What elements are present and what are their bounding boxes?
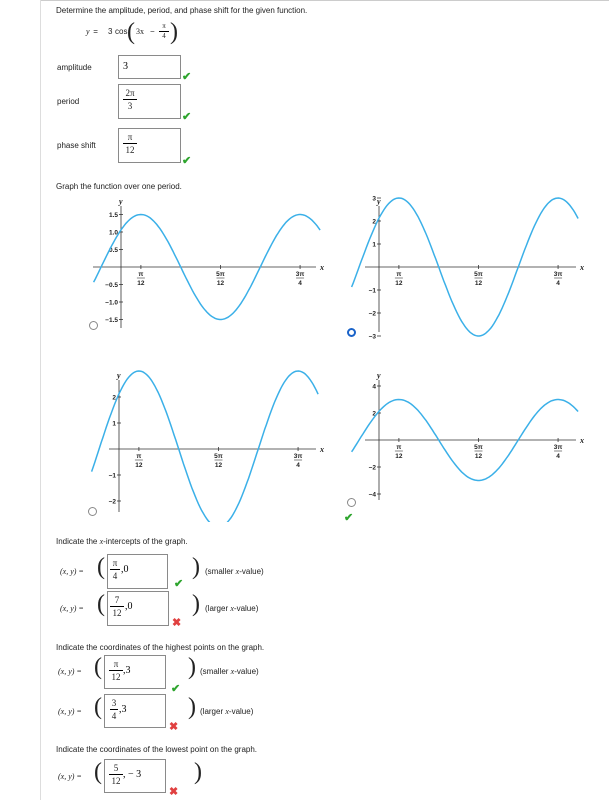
- graph-c-x-tick-den: 12: [214, 462, 223, 469]
- lp-rest: , − 3: [123, 769, 142, 780]
- graph-c-x-label: x: [320, 445, 324, 454]
- graph-b-y-tick-label: −1: [368, 287, 376, 295]
- graph-d-y-tick-label: −2: [368, 464, 376, 472]
- eq-frac-num: π: [162, 22, 166, 30]
- graph-b-x-tick-num: 3π: [553, 271, 563, 278]
- graph-d-x-tick-den: 4: [556, 453, 560, 460]
- lp-cross-icon: ✖: [169, 786, 179, 798]
- hp-1-prefix: (x, y) =: [58, 667, 84, 676]
- graph-option-c-radio[interactable]: [88, 507, 97, 516]
- graph-c-curve: [92, 371, 319, 522]
- graph-a-y-tick-label: 1.0: [108, 229, 118, 237]
- graph-a-x-tick-num: 5π: [216, 271, 225, 278]
- x-int-2-cross-icon: ✖: [172, 617, 182, 629]
- phase-shift-den: 12: [125, 145, 135, 155]
- x-int-2-rparen: ): [192, 591, 200, 617]
- x-int-1-lparen: (: [97, 554, 105, 580]
- hp-1-lparen: (: [94, 654, 102, 680]
- graph-a-y-label: y: [119, 197, 123, 206]
- period-num: 2π: [125, 88, 135, 98]
- amplitude-value: 3: [123, 61, 128, 72]
- phase-shift-num: π: [127, 132, 133, 142]
- x-int-1-input[interactable]: [107, 554, 168, 589]
- lp-fraction: 5 12: [109, 763, 123, 786]
- hp-2-lparen: (: [94, 694, 102, 720]
- x-int-2-rest: ,0: [125, 601, 133, 612]
- graph-c-x-tick-num: 5π: [214, 453, 223, 460]
- top-border: [40, 0, 609, 1]
- graph-c-x-tick-den: 12: [135, 462, 143, 469]
- graph-b-y-tick-label: −3: [368, 333, 376, 341]
- graph-d-y-label: y: [377, 371, 381, 380]
- hp-2-fraction: 3 4: [111, 698, 117, 721]
- graph-d-y-tick-label: 4: [372, 383, 376, 391]
- hp-2-input[interactable]: [104, 694, 166, 728]
- eq-arg: 3x: [136, 27, 144, 36]
- graph-options: [0, 192, 609, 522]
- graph-b-y-tick-label: 3: [372, 195, 376, 203]
- hp-2-prefix: (x, y) =: [58, 707, 84, 716]
- lp-prefix: (x, y) =: [58, 772, 84, 781]
- eq-lparen: (: [127, 19, 135, 45]
- graph-d-x-tick-den: 12: [474, 453, 483, 460]
- graph-b-x-label: x: [580, 263, 584, 272]
- hp-2-cross-icon: ✖: [169, 721, 179, 733]
- eq-coef: 3: [108, 27, 113, 36]
- graph-b-y-tick-label: −2: [368, 310, 376, 318]
- period-fraction: [123, 88, 137, 111]
- period-check-icon: ✔: [182, 111, 192, 123]
- hp-1-rparen: ): [188, 654, 196, 680]
- phase-shift-check-icon: ✔: [182, 155, 192, 167]
- graph-instruction: Graph the function over one period.: [56, 182, 182, 191]
- graph-b-y-tick-label: 1: [372, 241, 376, 249]
- graph-a-x-tick-den: 12: [137, 280, 145, 287]
- phase-shift-fraction: [123, 132, 137, 155]
- amplitude-input[interactable]: [118, 55, 181, 79]
- graph-a-y-tick-label: 0.5: [108, 247, 118, 254]
- graph-a-y-tick-label: −1.5: [105, 317, 118, 324]
- eq-fn: cos: [115, 27, 128, 36]
- graph-b-x-tick-den: 12: [474, 280, 483, 287]
- question-instruction: Determine the amplitude, period, and phase shift for the given function.: [56, 6, 308, 15]
- graph-c-y-tick-label: −2: [108, 498, 116, 506]
- graph-c-y-tick-label: 1: [112, 420, 116, 428]
- graph-d-x-tick-den: 12: [395, 453, 403, 460]
- x-intercepts-instruction: Indicate the x-intercepts of the graph.: [56, 537, 188, 546]
- amplitude-label: amplitude: [57, 63, 92, 72]
- period-label: period: [57, 97, 80, 106]
- graph-a-y-tick-label: −0.5: [105, 282, 118, 289]
- x-int-1-note: (smaller x-value): [205, 567, 264, 576]
- graph-b-y-tick-label: 2: [372, 218, 376, 226]
- graph-a-x-tick-den: 4: [298, 280, 302, 287]
- eq-minus: −: [150, 27, 155, 36]
- graph-a-y-tick-label: 1.5: [108, 212, 118, 219]
- x-int-1-prefix: (x, y) =: [60, 567, 86, 576]
- graph-a-y-tick-label: −1.0: [105, 299, 118, 307]
- graph-a-x-tick-num: π: [138, 271, 144, 278]
- graph-d-y-tick-label: 2: [372, 410, 376, 418]
- x-int-2-input[interactable]: [107, 591, 169, 626]
- x-int-1-fraction: π 4: [110, 558, 120, 581]
- period-input[interactable]: [118, 84, 181, 119]
- graph-d-x-tick-num: π: [396, 444, 402, 451]
- graph-b-x-tick-num: π: [396, 271, 402, 278]
- hp-1-rest: ,3: [123, 665, 131, 676]
- eq-frac-den: 4: [162, 32, 166, 40]
- graph-option-b-radio[interactable]: [347, 328, 356, 337]
- hp-2-rest: ,3: [119, 704, 127, 715]
- graph-b-y-label: y: [377, 197, 381, 206]
- graph-b-x-tick-den: 4: [556, 280, 560, 287]
- graph-c-y-tick-label: −1: [108, 472, 116, 480]
- eq-rparen: ): [170, 19, 178, 45]
- function-equation: [86, 20, 186, 50]
- lp-lparen: (: [94, 759, 102, 785]
- phase-shift-label: phase shift: [57, 141, 96, 150]
- graph-d-x-tick-num: 5π: [474, 444, 483, 451]
- graph-b-x-tick-den: 12: [395, 280, 403, 287]
- x-int-1-rest: ,0: [121, 564, 129, 575]
- eq-y: y: [86, 27, 90, 36]
- graph-check-icon: ✔: [344, 512, 354, 524]
- x-int-2-prefix: (x, y) =: [60, 604, 86, 613]
- graph-c-x-tick-num: π: [136, 453, 142, 460]
- graph-a-x-tick-num: 3π: [295, 271, 305, 278]
- hp-2-note: (larger x-value): [200, 707, 254, 716]
- x-int-2-note: (larger x-value): [205, 604, 259, 613]
- x-int-1-rparen: ): [192, 554, 200, 580]
- hp-1-check-icon: ✔: [171, 683, 181, 695]
- hp-1-fraction: π 12: [109, 659, 123, 682]
- hp-2-rparen: ): [188, 694, 196, 720]
- x-int-1-check-icon: ✔: [174, 578, 184, 590]
- eq-fraction: [159, 23, 169, 40]
- phase-shift-input[interactable]: [118, 128, 181, 163]
- lowest-point-instruction: Indicate the coordinates of the lowest point on the graph.: [56, 745, 258, 754]
- graph-b-x-tick-num: 5π: [474, 271, 483, 278]
- graph-option-a-radio[interactable]: [89, 321, 98, 330]
- graph-d-x-label: x: [580, 436, 584, 445]
- highest-points-instruction: Indicate the coordinates of the highest points on the graph.: [56, 643, 265, 652]
- lp-input[interactable]: [104, 759, 166, 793]
- graph-c-y-label: y: [117, 371, 121, 380]
- lp-rparen: ): [194, 759, 202, 785]
- x-int-2-lparen: (: [97, 591, 105, 617]
- graph-c-x-tick-num: 3π: [293, 453, 303, 460]
- graph-option-d-radio[interactable]: [347, 498, 356, 507]
- graph-c-x-tick-den: 4: [296, 462, 300, 469]
- hp-1-input[interactable]: [104, 655, 166, 689]
- period-den: 3: [127, 101, 133, 111]
- graph-a-x-label: x: [320, 263, 324, 272]
- graph-a-x-tick-den: 12: [216, 280, 225, 287]
- hp-1-note: (smaller x-value): [200, 667, 259, 676]
- amplitude-check-icon: ✔: [182, 71, 192, 83]
- graph-c-y-tick-label: 2: [112, 394, 116, 402]
- graph-d-x-tick-num: 3π: [553, 444, 563, 451]
- graph-d-y-tick-label: −4: [368, 491, 376, 499]
- x-int-2-fraction: 7 12: [110, 595, 124, 618]
- eq-equals: =: [91, 27, 101, 36]
